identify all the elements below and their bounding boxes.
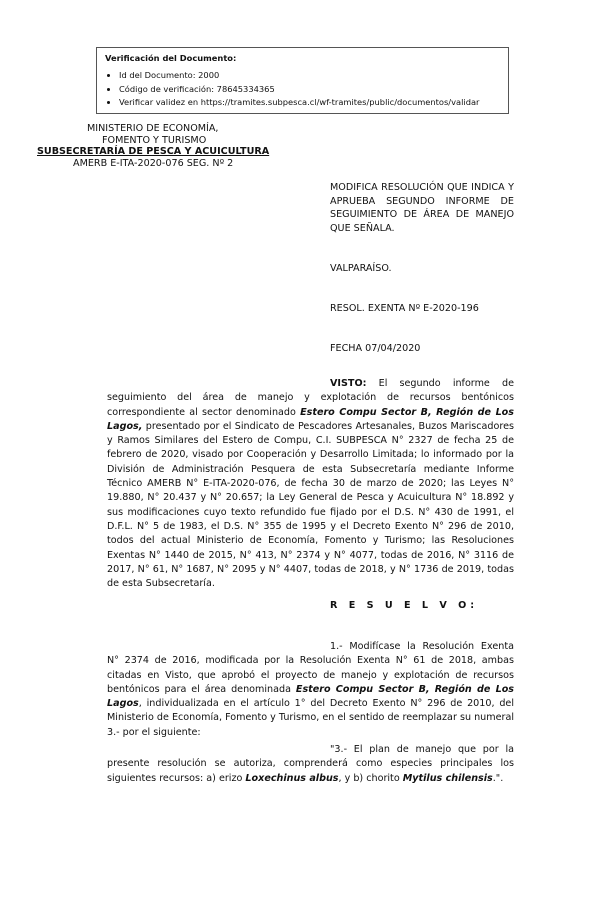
- resuelvo-heading: R E S U E L V O:: [330, 600, 479, 611]
- verification-code: • Código de verificación: 78645334365: [119, 83, 500, 96]
- resolution-number: RESOL. EXENTA Nº E-2020-196: [330, 303, 479, 314]
- visto-label: VISTO:: [330, 378, 367, 389]
- document-place: VALPARAÍSO.: [330, 263, 392, 274]
- subsecretaria-name: SUBSECRETARÍA DE PESCA Y ACUICULTURA: [37, 146, 270, 157]
- species-1: Loxechinus albus: [245, 772, 339, 784]
- visto-text-1: El segundo informe de seguimiento del área de manejo y explotación de recursos bentónicos correspondiente al sector denominado: [107, 378, 514, 418]
- visto-text-2: presentado por el Sindicato de Pescadores Artesanales, Buzos Mariscadores y Ramos Similares del Estero de Compu, C.I. SUBPESCA N° 2327 de fecha 25 de febrero de 2020, visado por Cooperación y Desarrollo Limitada; lo informado por la División de Administración Pesquera de esta Subsecretaría mediante Informe Técnico AMERB N° E-ITA-2020-076, de fecha 30 de marzo de 2020; las Leyes N° 19.880, N° 20.437 y N° 20.657; la Ley General de Pesca y Acuicultura N° 18.892 y sus modificaciones cuyo texto refundido fue fijado por el D.S. N° 430 de 1991, el D.F.L. N° 5 de 1983, el D.S. N° 355 de 1995 y el Decreto Exento N° 296 de 2010, todos del actual Ministerio de Economía, Fomento y Turismo; las Resoluciones Exentas N° 1440 de 2015, N° 413, N° 2374 y N° 4077, todas de 2016, N° 3116 de 2017, N° 61, N° 1687, N° 2095 y N° 4407, todas de 2018, y N° 1736 de 2019, todas de esta Subsecretaría.: [107, 420, 514, 590]
- document-id: • Id del Documento: 2000: [119, 69, 500, 82]
- item1-text-2: , individualizada en el artículo 1° del Decreto Exento N° 296 de 2010, del Ministerio de Economía, Fomento y Turismo, en el sentido de reemplazar su numeral 3.- por el siguiente:: [107, 698, 514, 738]
- document-title: MODIFICA RESOLUCIÓN QUE INDICA Y APRUEBA SEGUNDO INFORME DE SEGUIMIENTO DE ÁREA DE MANEJO QUE SEÑALA.: [330, 182, 514, 234]
- verification-list: [105, 69, 500, 109]
- ministry-name-line1: MINISTERIO DE ECONOMÍA,: [87, 123, 219, 134]
- verification-title: Verificación del Documento:: [105, 53, 237, 63]
- item1-text-1: 1.- Modifícase la Resolución Exenta N° 2374 de 2016, modificada por la Resolución Exenta N° 61 de 2018, ambas citadas en Visto, que aprobó el proyecto de manejo y explotación de recursos bentónicos para el área denominada: [107, 641, 514, 695]
- visto-sector: Estero Compu Sector B, Región de Los Lagos,: [107, 406, 514, 432]
- quote-text-2: , y b) chorito: [338, 772, 403, 784]
- item1-sector: Estero Compu Sector B, Región de Los Lagos: [107, 683, 515, 710]
- verification-box: [96, 47, 509, 114]
- ministry-name-line2: FOMENTO Y TURISMO: [102, 135, 207, 146]
- reference-code: AMERB E-ITA-2020-076 SEG. Nº 2: [73, 158, 234, 169]
- quote-text-1: "3.- El plan de manejo que por la presente resolución se autoriza, comprenderá como especies principales los siguientes recursos: a) erizo: [107, 744, 514, 784]
- verification-url[interactable]: • Verificar validez en https://tramites.subpesca.cl/wf-tramites/public/documentos/validar: [119, 96, 500, 109]
- resolution-item-1: [107, 640, 514, 740]
- visto-paragraph: [107, 377, 514, 591]
- quoted-numeral-3: [107, 743, 514, 786]
- resolution-date: FECHA 07/04/2020: [330, 343, 421, 354]
- quote-text-3: .".: [492, 772, 504, 784]
- species-2: Mytilus chilensis: [402, 772, 493, 784]
